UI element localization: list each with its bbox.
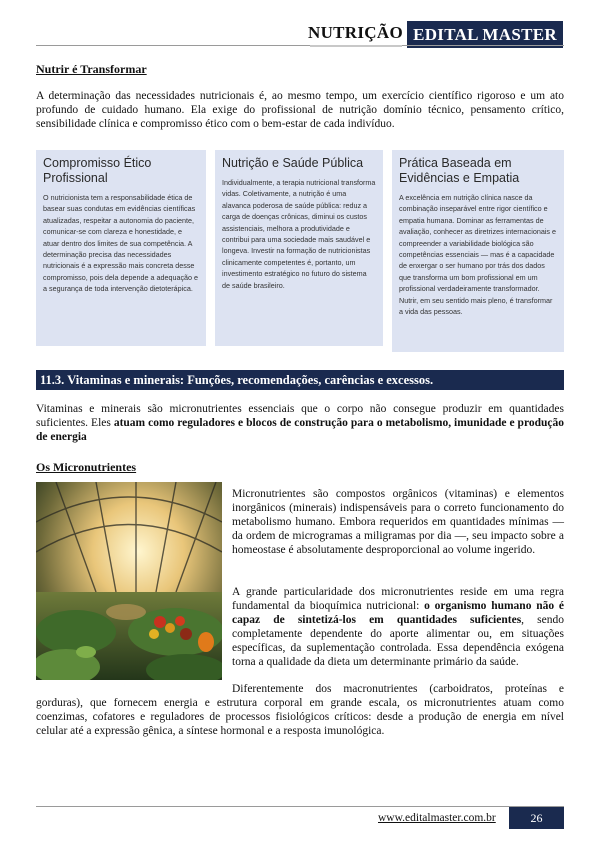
micro-paragraph-3-rest: gorduras), que fornecem energia e estrutura corporal em grande escala, os micronutrientes atuam como coenzimas, cofatores e reguladores de processos fisiológicos críticos: desde a produção de energia em nível celular até a expressão gênica, a síntese hormonal e a resposta imunológica. bbox=[36, 697, 564, 737]
card-ethics-body: O nutricionista tem a responsabilidade ética de basear suas condutas em evidências científicas atualizadas, respeitar a autonomia do paciente, comunicar-se com clareza e honestidade, e atuar dentro dos limites de sua competência. A determinação precisa das necessidades nutricionais é a expressão mais concreta desse compromisso, pois dela depende a adequação e a segurança de toda intervenção dietoterápica. bbox=[43, 193, 199, 294]
micro-paragraph-2-tail: , sendo completamente dependente do aporte alimentar ou, em situações específicas, da suplementação controlada. Essa dependência exógena torna a qualidade da dieta um determinante primário da saúde. bbox=[232, 614, 564, 668]
intro-title: Nutrir é Transformar bbox=[36, 62, 147, 76]
micro-paragraph-3-start: Diferentemente dos macronutrientes (carboidratos, proteínas e bbox=[232, 683, 564, 695]
micro-paragraph-2 bbox=[232, 585, 564, 669]
intro-paragraph: A determinação das necessidades nutricionais é, ao mesmo tempo, um exercício científico rigoroso e um ato profundo de cuidado humano. Ela exige do profissional de nutrição domínio técnico, pensamento crítico, sensibilidade clínica e compromisso ético com o bem-estar de cada indivíduo. bbox=[36, 90, 564, 130]
greenhouse-image bbox=[36, 482, 222, 680]
card-ethics bbox=[36, 150, 206, 346]
header-brand: EDITAL MASTER bbox=[407, 21, 563, 48]
header-divider bbox=[36, 45, 564, 46]
card-public-health-body: Individualmente, a terapia nutricional transforma vidas. Coletivamente, a nutrição é uma alavanca poderosa de saúde pública: reduz a carga de doenças crônicas, diminui os custos assistenciais, melhora a produtividade e contribui para uma sociedade mais saudável e longeva. Investir na formação de nutricionistas clinicamente competentes é, portanto, um investimento estratégico no futuro do sistema de saúde brasileiro. bbox=[222, 178, 376, 290]
section-paragraph-lead: Vitaminas e minerais são micronutrientes essenciais que o corpo não consegue produzir em quantidades suficientes. Eles bbox=[36, 403, 564, 429]
micro-paragraph-2-bold: o organismo humano não é capaz de sintetizá-los em quantidades suficientes bbox=[232, 600, 564, 626]
header-subject: NUTRIÇÃO bbox=[308, 23, 403, 42]
card-public-health-title: Nutrição e Saúde Pública bbox=[222, 156, 364, 170]
footer-divider bbox=[36, 806, 564, 807]
card-ethics-title: Compromisso Ético Profissional bbox=[43, 156, 152, 185]
page-number: 26 bbox=[509, 807, 564, 829]
header-underline bbox=[310, 45, 402, 47]
section-paragraph-bold: atuam como reguladores e blocos de construção para o metabolismo, imunidade e produção de energia bbox=[36, 417, 564, 443]
micro-paragraph-1: Micronutrientes são compostos orgânicos (vitaminas) e elementos inorgânicos (minerais) indispensáveis para o correto funcionamento do metabolismo humano. Embora requeridos em quantidades mínimas — da ordem de microgramas a miligramas por dia —, seu impacto sobre a homeostase é absolutamente desproporcional ao volume ingerido. bbox=[232, 488, 564, 556]
section-paragraph bbox=[36, 402, 564, 444]
micro-title: Os Micronutrientes bbox=[36, 460, 137, 474]
micro-paragraph-2-lead: A grande particularidade dos micronutrientes reside em uma regra fundamental da bioquímica nutricional: bbox=[232, 586, 564, 612]
footer-website-link[interactable] bbox=[378, 812, 496, 824]
card-evidence bbox=[392, 150, 564, 352]
section-heading: 11.3. Vitaminas e minerais: Funções, recomendações, carências e excessos. bbox=[36, 370, 564, 390]
card-public-health bbox=[215, 150, 383, 346]
card-evidence-body: A excelência em nutrição clínica nasce da combinação inseparável entre rigor científico e empatia humana. Dominar as ferramentas de avaliação, conhecer as diretrizes internacionais e compreender a variabilidade biológica são competências essenciais — mas é a capacidade de enxergar o ser humano por trás dos dados que transforma um bom profissional em um profissional verdadeiramente transformador. Nutrir, em seu sentido mais pleno, é transformar a vida das pessoas. bbox=[399, 193, 557, 317]
card-evidence-title: Prática Baseada em Evidências e Empatia bbox=[399, 156, 520, 185]
footer-website-text[interactable]: www.editalmaster.com.br bbox=[378, 812, 496, 824]
